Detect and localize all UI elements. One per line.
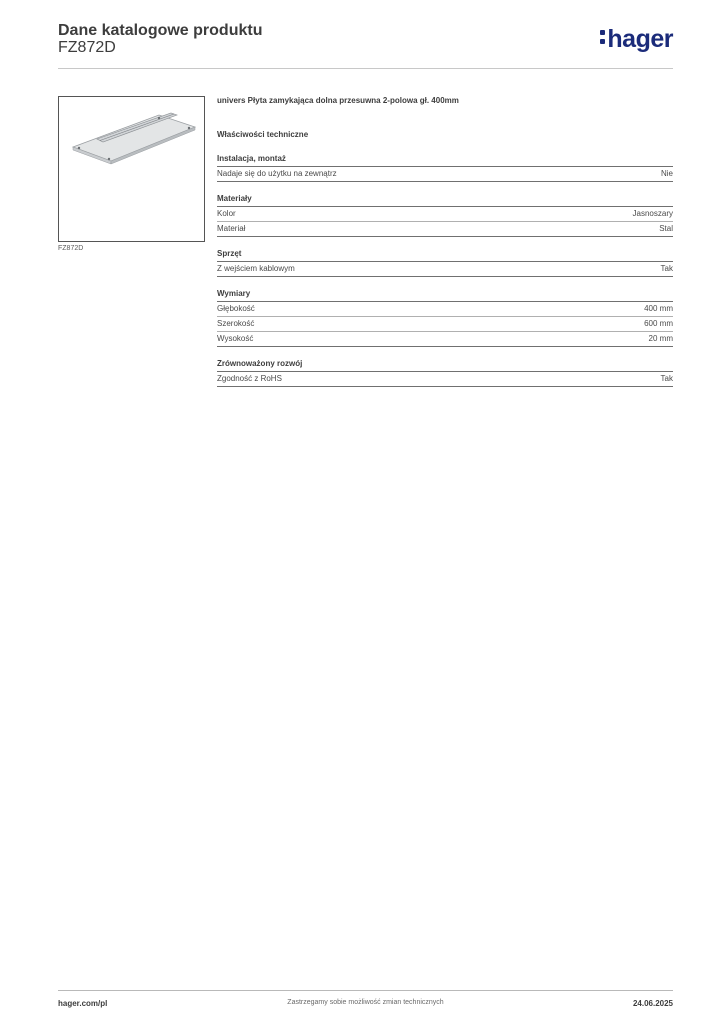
table-row — [217, 222, 673, 237]
image-caption: FZ872D — [58, 245, 84, 252]
page-header — [58, 22, 673, 69]
closing-plate-illustration — [59, 97, 204, 241]
property-label: Głębokość — [217, 304, 255, 313]
properties-heading: Właściwości techniczne — [217, 130, 309, 139]
logo-dots-icon — [600, 29, 606, 45]
property-value: Tak — [660, 374, 673, 383]
website-link[interactable]: hager.com/pl — [58, 999, 108, 1008]
table-row — [217, 302, 673, 317]
product-code: FZ872D — [58, 39, 116, 56]
table-row — [217, 167, 673, 182]
property-label: Materiał — [217, 224, 246, 233]
section-hardware — [217, 248, 673, 277]
section-sustainability — [217, 358, 673, 387]
table-row — [217, 372, 673, 387]
property-label: Kolor — [217, 209, 236, 218]
section-title: Instalacja, montaż — [217, 153, 673, 167]
product-description: univers Płyta zamykająca dolna przesuwna 2-polowa gł. 400mm — [217, 96, 459, 105]
property-label: Z wejściem kablowym — [217, 264, 295, 273]
footer-disclaimer: Zastrzegamy sobie możliwość zmian technicznych — [287, 999, 444, 1006]
property-label: Wysokość — [217, 334, 254, 343]
section-dimensions — [217, 288, 673, 347]
section-title: Materiały — [217, 193, 673, 207]
property-label: Zgodność z RoHS — [217, 374, 282, 383]
page-title: Dane katalogowe produktu — [58, 22, 263, 39]
section-title: Wymiary — [217, 288, 673, 302]
section-installation — [217, 153, 673, 182]
property-value: 600 mm — [644, 319, 673, 328]
property-value: 20 mm — [648, 334, 673, 343]
product-details — [217, 96, 673, 387]
property-label: Szerokość — [217, 319, 255, 328]
table-row — [217, 317, 673, 332]
property-label: Nadaje się do użytku na zewnątrz — [217, 169, 337, 178]
property-value: Jasnoszary — [632, 209, 673, 218]
property-value: 400 mm — [644, 304, 673, 313]
property-value: Nie — [660, 169, 673, 178]
table-row — [217, 262, 673, 277]
table-row — [217, 332, 673, 347]
section-title: Sprzęt — [217, 248, 673, 262]
section-materials — [217, 193, 673, 237]
logo-text: hager — [607, 25, 673, 53]
document-date: 24.06.2025 — [632, 999, 673, 1008]
section-title: Zrównoważony rozwój — [217, 358, 673, 372]
table-row — [217, 207, 673, 222]
page-footer — [58, 990, 673, 1021]
product-image — [58, 96, 205, 242]
hager-logo — [600, 25, 673, 54]
property-value: Stal — [659, 224, 673, 233]
property-value: Tak — [660, 264, 673, 273]
